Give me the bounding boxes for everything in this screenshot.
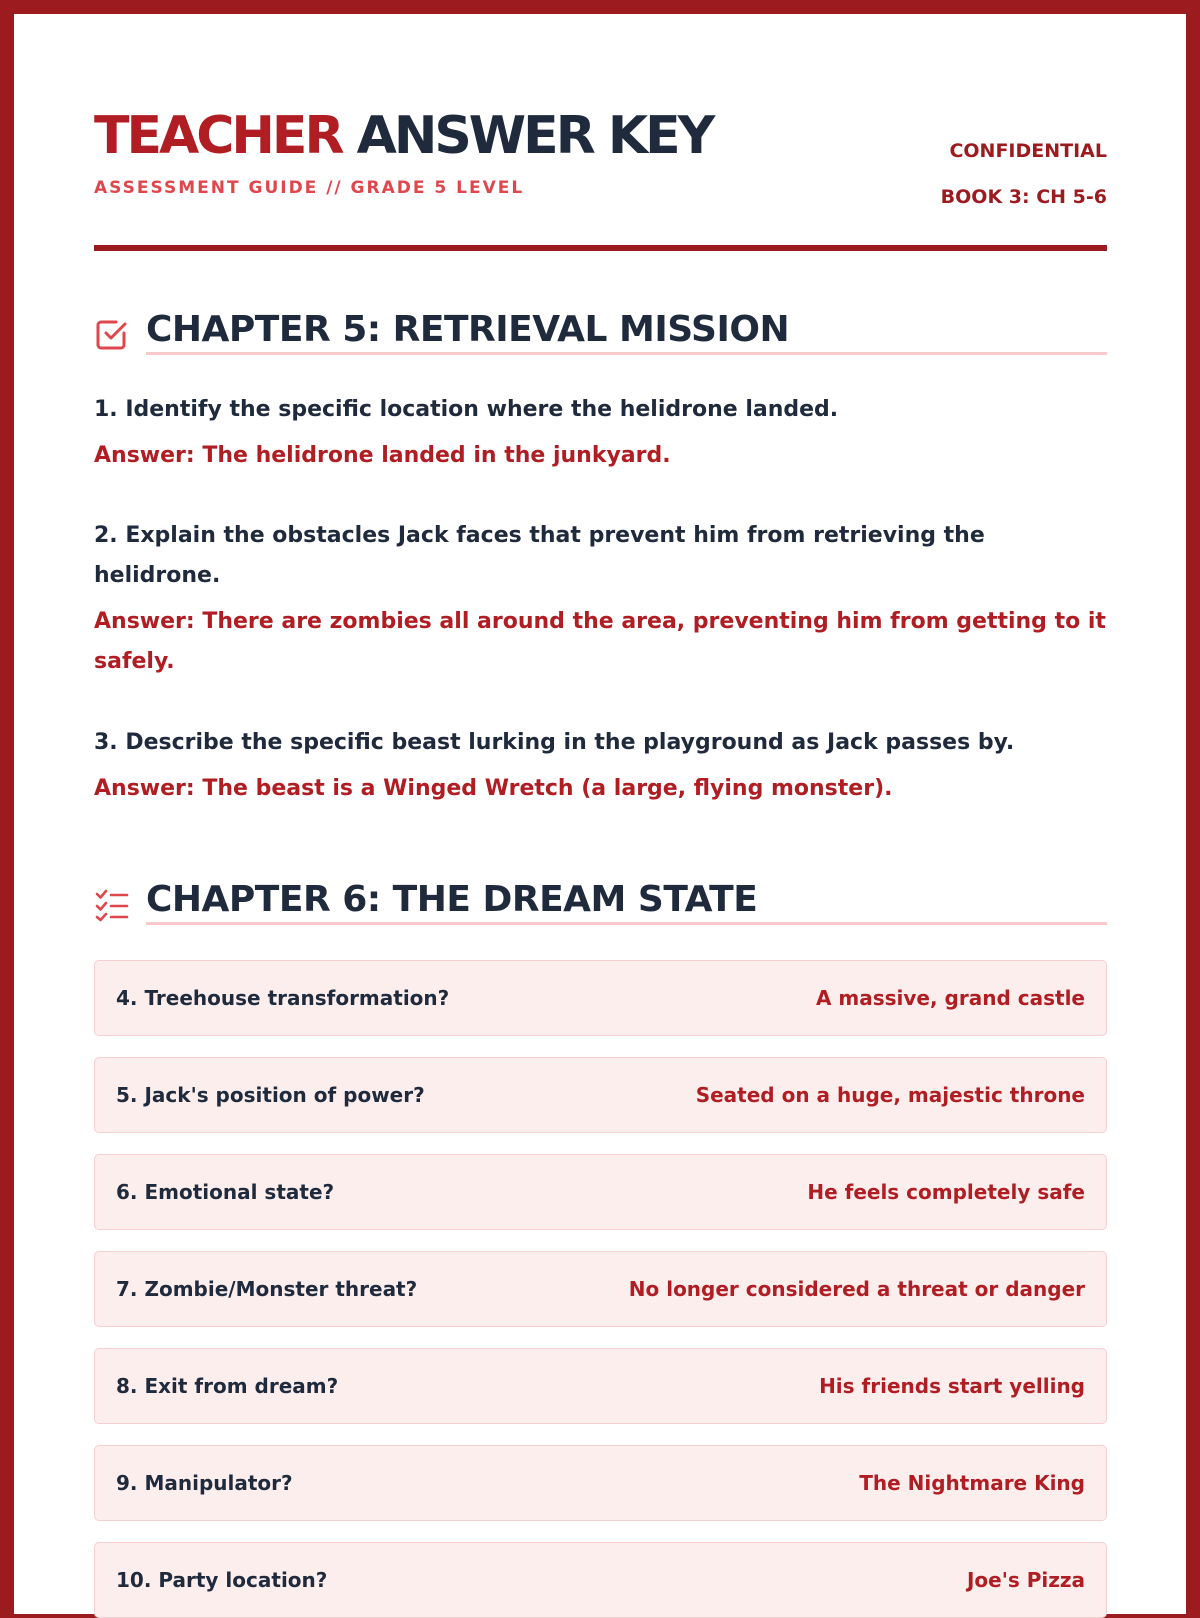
chapter5-title: CHAPTER 5: RETRIEVAL MISSION: [146, 308, 1107, 355]
row-question: 7. Zombie/Monster threat?: [116, 1277, 418, 1301]
row-answer: Joe's Pizza: [966, 1568, 1085, 1592]
question-text: 1. Identify the specific location where the helidrone landed.: [94, 397, 839, 422]
table-row: [94, 1348, 1107, 1424]
row-question: 8. Exit from dream?: [116, 1374, 339, 1398]
question-block: [94, 516, 1107, 682]
question-text: 2. Explain the obstacles Jack faces that prevent him from retrieving the helidrone.: [94, 523, 985, 588]
table-row: [94, 1251, 1107, 1327]
chapter6-title: CHAPTER 6: THE DREAM STATE: [146, 878, 1107, 925]
row-question: 9. Manipulator?: [116, 1471, 293, 1495]
book-chapter-label: BOOK 3: CH 5-6: [940, 186, 1107, 208]
table-row: [94, 1057, 1107, 1133]
title-teacher: TEACHER: [94, 106, 342, 166]
row-question: 4. Treehouse transformation?: [116, 986, 450, 1010]
row-answer: His friends start yelling: [819, 1374, 1085, 1398]
table-row: [94, 1542, 1107, 1618]
checkbox-icon: [94, 316, 130, 352]
page-header: [94, 100, 1107, 210]
row-question: 10. Party location?: [116, 1568, 328, 1592]
question-text: 3. Describe the specific beast lurking in the playground as Jack passes by.: [94, 730, 1015, 755]
page-subtitle: ASSESSMENT GUIDE // GRADE 5 LEVEL: [94, 178, 525, 198]
row-question: 6. Emotional state?: [116, 1180, 335, 1204]
row-answer: A massive, grand castle: [815, 986, 1085, 1010]
answer-text: Answer: The beast is a Winged Wretch (a large, flying monster).: [94, 776, 893, 801]
question-block: [94, 723, 1107, 809]
answer-text: Answer: There are zombies all around the area, preventing him from getting to it safely.: [94, 609, 1106, 674]
page-title: [94, 100, 712, 172]
table-row: [94, 1445, 1107, 1521]
table-row: [94, 960, 1107, 1036]
row-answer: Seated on a huge, majestic throne: [695, 1083, 1085, 1107]
row-answer: No longer considered a threat or danger: [628, 1277, 1085, 1301]
header-divider: [94, 245, 1107, 251]
row-question: 5. Jack's position of power?: [116, 1083, 425, 1107]
confidential-label: CONFIDENTIAL: [949, 140, 1107, 162]
title-answer-key: ANSWER KEY: [356, 106, 713, 166]
answer-text: Answer: The helidrone landed in the junkyard.: [94, 443, 671, 468]
table-row: [94, 1154, 1107, 1230]
row-answer: The Nightmare King: [859, 1471, 1085, 1495]
question-block: [94, 390, 1107, 476]
answer-key-page: [14, 14, 1186, 1614]
chapter6-heading: [94, 878, 1107, 928]
chapter5-heading: [94, 308, 1107, 358]
checklist-icon: [94, 886, 130, 922]
header-meta: [941, 128, 1107, 220]
row-answer: He feels completely safe: [807, 1180, 1085, 1204]
